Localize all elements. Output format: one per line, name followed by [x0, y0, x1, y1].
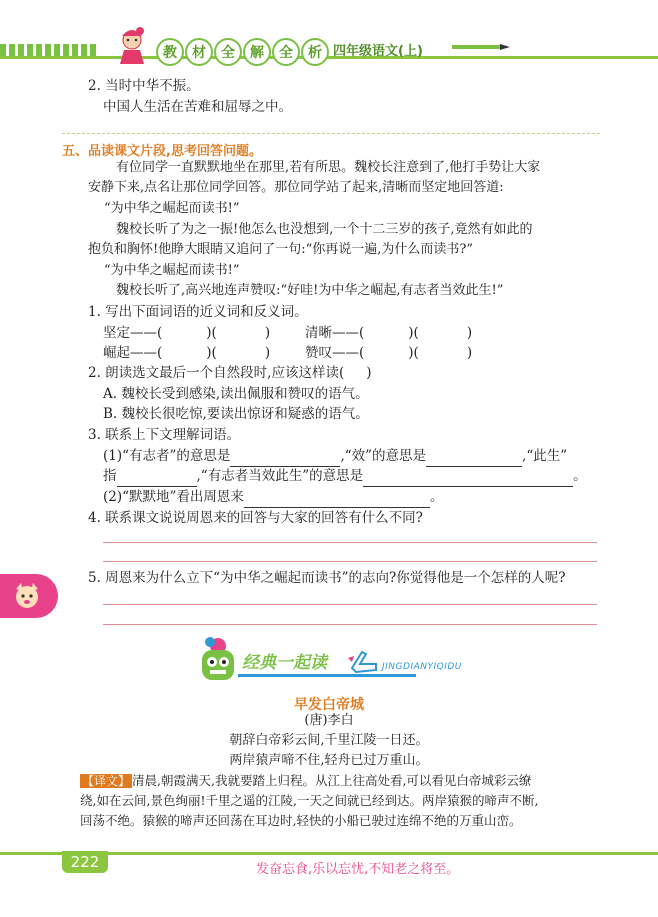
option-b[interactable]: B. 魏校长很吃惊,要读出惊讶和疑惑的语气。	[103, 406, 369, 422]
section-title: 五、品读课文片段,思考回答问题。	[62, 144, 262, 159]
question-3-2	[103, 487, 443, 508]
side-tab	[0, 574, 58, 618]
paren: )(	[206, 345, 217, 361]
word-blank[interactable]	[103, 343, 270, 363]
word-label: 坚定——(	[103, 325, 163, 341]
poem-line-1: 朝辞白帝彩云间,千里江陵一日还。	[229, 733, 429, 748]
book-title-char: 全	[272, 38, 300, 66]
green-monster-icon	[196, 636, 240, 684]
word-blank[interactable]	[103, 323, 270, 343]
book-title-char: 解	[243, 38, 271, 66]
q3-text: (1)“有志者”的意思是	[103, 448, 231, 464]
word-label: 崛起——(	[103, 345, 163, 361]
paren-close: )	[466, 325, 473, 341]
answer-blank[interactable]	[363, 466, 573, 487]
paren: )(	[206, 325, 217, 341]
divider	[62, 133, 600, 134]
poem-title: 早发白帝城	[294, 697, 364, 713]
item-2: 2. 当时中华不振。	[88, 78, 200, 94]
translation-line: 绕,如在云间,景色绚丽!千里之遥的江陵,一天之间就已经到达。两岸猿猴的啼声不断,	[80, 793, 539, 808]
question-3: 3. 联系上下文理解词语。	[88, 427, 241, 443]
option-a[interactable]: A. 魏校长受到感染,读出佩服和赞叹的语气。	[103, 386, 369, 402]
word-label: 清晰——(	[305, 325, 365, 341]
paren-close: )	[466, 345, 473, 361]
answer-blank[interactable]	[244, 487, 430, 508]
paren: )(	[408, 345, 419, 361]
book-title-char: 教	[156, 38, 184, 66]
word-blank[interactable]	[305, 343, 472, 363]
passage-line: 有位同学一直默默地坐在那里,若有所思。魏校长注意到了,他打手势让大家	[116, 160, 541, 175]
girl-mascot-icon	[112, 26, 152, 66]
banner-pinyin: JINGDIANYIQIDU	[382, 662, 462, 672]
poem-author: (唐)李白	[304, 713, 354, 728]
book-title-char: 全	[214, 38, 242, 66]
passage-line: 抱负和胸怀!他睁大眼睛又追问了一句:“你再说一遍,为什么而读书?”	[88, 242, 473, 257]
question-5: 5. 周恩来为什么立下“为中华之崛起而读书”的志向?你觉得他是一个怎样的人呢?	[88, 570, 566, 586]
book-title-char: 析	[301, 38, 329, 66]
q3-text: ,“效”的意思是	[340, 448, 427, 464]
translation-line	[80, 771, 531, 791]
book-title-char: 材	[185, 38, 213, 66]
paren-close: )	[264, 345, 271, 361]
question-1: 1. 写出下面词语的近义词和反义词。	[88, 304, 308, 320]
passage-line: 安静下来,点名让那位同学回答。那位同学站了起来,清晰而坚定地回答道:	[88, 180, 504, 195]
item-2-answer: 中国人生活在苦难和屈辱之中。	[103, 99, 292, 115]
translation-label: 【译文】	[82, 774, 131, 788]
passage-line: 魏校长听了为之一振!他怎么也没想到,一个十二三岁的孩子,竟然有如此的	[116, 222, 533, 237]
passage-line: “为中华之崛起而读书!”	[104, 263, 240, 278]
answer-blank[interactable]	[426, 446, 522, 467]
answer-blank[interactable]	[230, 446, 340, 467]
grade-label: 四年级语文(上)	[333, 44, 423, 59]
q3-text: 。	[573, 468, 587, 484]
answer-line[interactable]	[103, 542, 597, 543]
passage-line: 魏校长听了,高兴地连声赞叹:“好哇!为中华之崛起,有志者当效此生!”	[116, 283, 504, 298]
translation-text: 清晨,朝霞满天,我就要踏上归程。从江上往高处看,可以看见白帝城彩云缭	[132, 773, 532, 788]
header-rule	[0, 56, 658, 59]
q3-text: ,“有志者当效此生”的意思是	[196, 468, 364, 484]
q3-text: 。	[429, 489, 444, 505]
q3-text: (2)“默默地”看出周恩来	[103, 489, 244, 505]
banner-title: 经典一起读	[242, 653, 327, 673]
answer-line[interactable]	[103, 604, 597, 605]
question-3-1	[103, 446, 567, 467]
question-4: 4. 联系课文说说周恩来的回答与大家的回答有什么不同?	[88, 510, 423, 526]
footer-motto: 发奋忘食,乐以忘忧,不知老之将至。	[256, 862, 460, 877]
paren-close: )	[264, 325, 271, 341]
fox-mascot-icon	[12, 581, 42, 611]
question-2-close: )	[366, 365, 372, 381]
hand-pointer-icon	[348, 648, 382, 674]
header-stripes	[0, 44, 96, 56]
q3-text: ,“此生”	[522, 448, 568, 464]
answer-blank[interactable]	[117, 466, 197, 487]
translation-line: 回荡不绝。猿猴的啼声还回荡在耳边时,轻快的小船已驶过连绵不绝的万重山峦。	[80, 813, 522, 828]
answer-line[interactable]	[103, 561, 597, 562]
paren: )(	[408, 325, 419, 341]
q3-text: 指	[103, 468, 117, 484]
question-3-1-cont	[103, 466, 587, 487]
page-number: 222	[62, 851, 108, 873]
passage-line: “为中华之崛起而读书!”	[104, 201, 240, 216]
question-2	[88, 363, 372, 383]
pencil-icon	[452, 42, 512, 52]
word-blank[interactable]	[305, 323, 472, 343]
answer-line[interactable]	[103, 624, 597, 625]
question-2-text: 2. 朗读选文最后一个自然段时,应该这样读(	[88, 365, 345, 381]
poem-line-2: 两岸猿声啼不住,轻舟已过万重山。	[229, 753, 429, 768]
word-label: 赞叹——(	[305, 345, 365, 361]
